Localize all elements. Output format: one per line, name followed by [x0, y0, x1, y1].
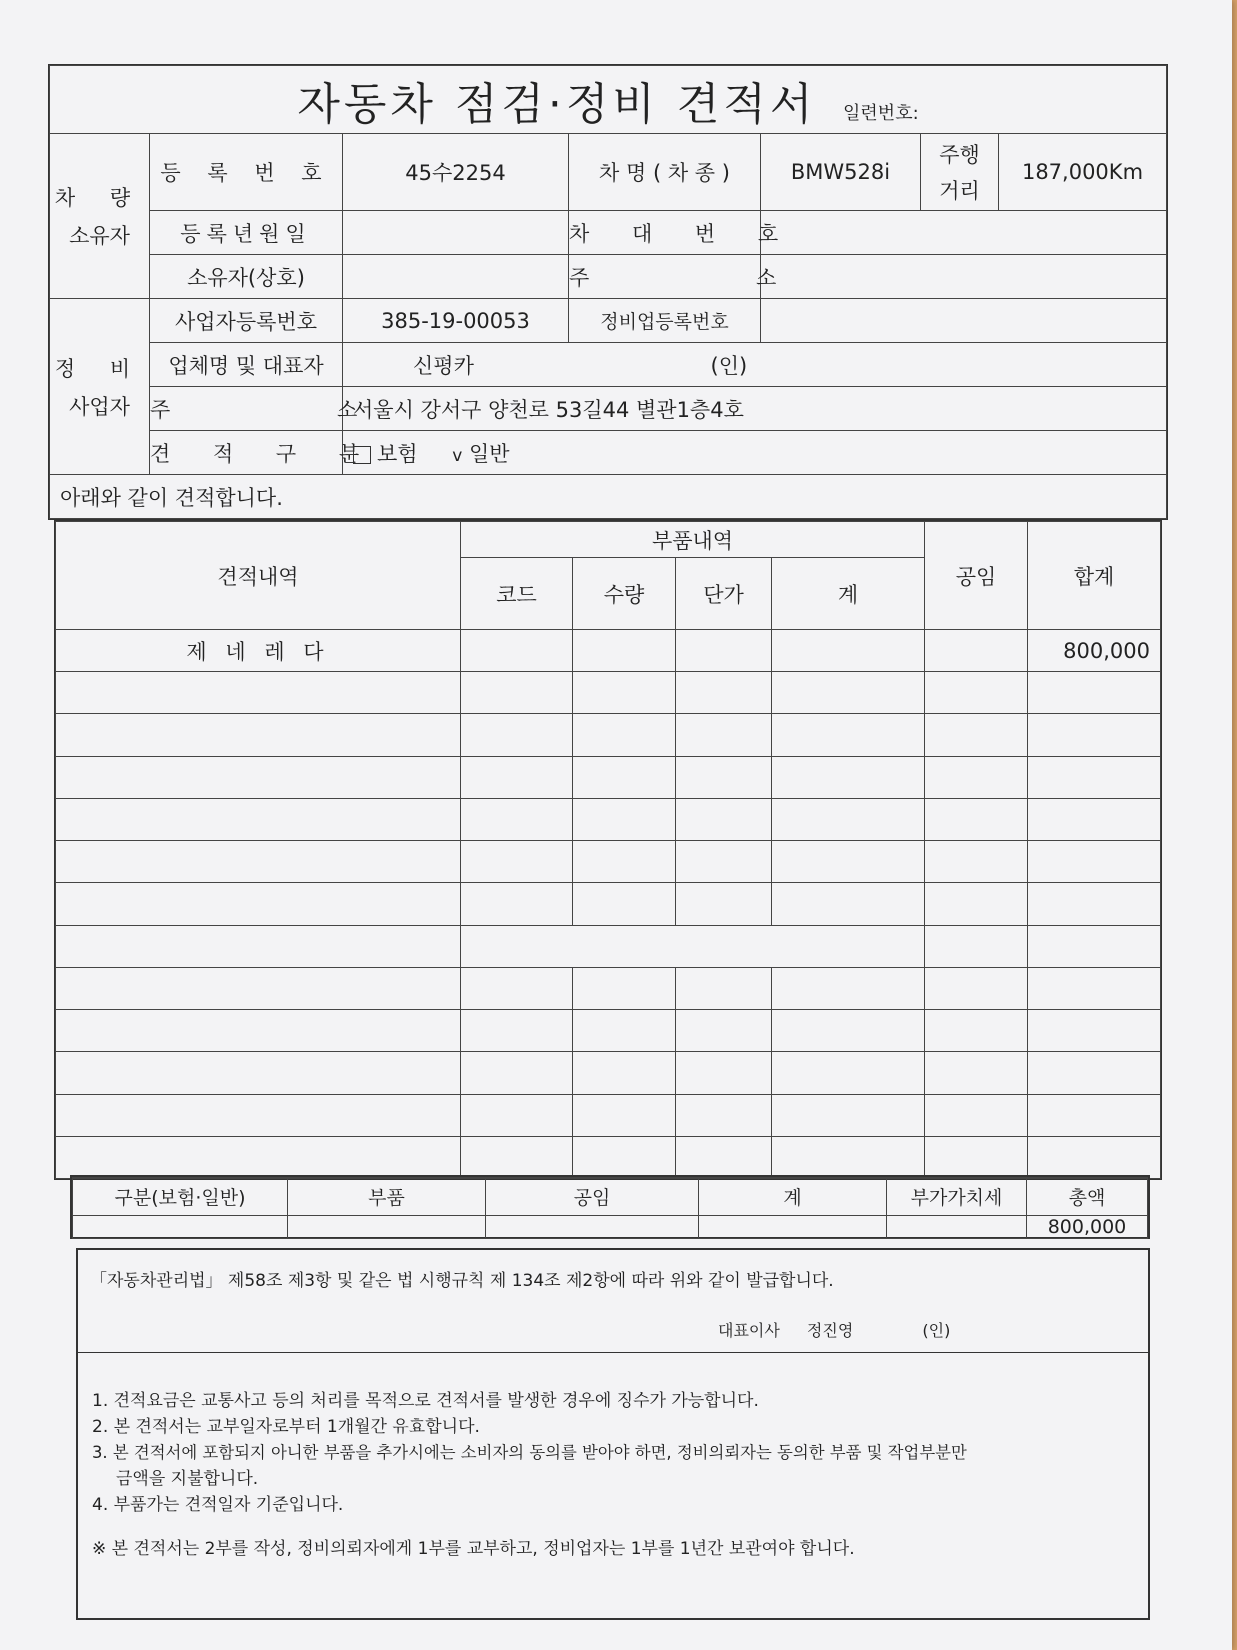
- col-labor-header: 공임: [925, 522, 1028, 630]
- estimate-type-cell: [343, 431, 1167, 475]
- summary-header-type: 구분(보험·일반): [73, 1178, 288, 1216]
- company-cell: [343, 343, 1167, 387]
- company-label: 업체명 및 대표자: [150, 343, 343, 387]
- row-item: 제 네 레 다: [56, 630, 461, 672]
- note-4: 4. 부품가는 견적일자 기준입니다.: [92, 1495, 344, 1515]
- row-total: 800,000: [1028, 630, 1161, 672]
- general-check-mark: v: [452, 445, 463, 466]
- table-row: [56, 967, 1161, 1009]
- table-row: [56, 1094, 1161, 1136]
- shop-address-value: 서울시 강서구 양천로 53길44 별관1층4호: [343, 387, 1167, 431]
- summary-total-value: 800,000: [1027, 1216, 1148, 1239]
- summary-header-labor: 공임: [486, 1178, 699, 1216]
- legal-frame: [76, 1248, 1150, 1620]
- table-row: [56, 1136, 1161, 1178]
- col-parts-header: 부품내역: [461, 522, 925, 558]
- rep-title: 대표이사: [718, 1321, 780, 1340]
- notes-list: [92, 1388, 1138, 1562]
- col-item-header: 견적내역: [56, 522, 461, 630]
- mileage-label: 주행 거리: [921, 134, 999, 211]
- estimate-frame: [54, 520, 1162, 1180]
- car-name-label: 차 명 ( 차 종 ): [569, 134, 761, 211]
- chassis-label: 차 대 번 호: [569, 211, 761, 255]
- biz-no-value: 385-19-00053: [343, 299, 569, 343]
- table-row: [56, 925, 1161, 967]
- company-seal: (인): [710, 353, 748, 378]
- owner-label: 소유자(상호): [150, 255, 343, 299]
- row-qty: [573, 630, 676, 672]
- repair-reg-value: [761, 299, 1167, 343]
- vehicle-section-label: 차 량 소유자: [50, 134, 150, 299]
- legal-text: 「자동차관리법」 제58조 제3항 및 같은 법 시행규칙 제 134조 제2항에 따라 위와 같이 발급합니다.: [90, 1271, 834, 1291]
- summary-header-parts: 부품: [288, 1178, 486, 1216]
- reg-no-label: 등 록 번 호: [150, 134, 343, 211]
- reg-date-value: [343, 211, 569, 255]
- chassis-value: [761, 211, 1167, 255]
- note-3: 3. 본 견적서에 포함되지 아니한 부품을 추가시에는 소비자의 동의를 받아야 하면, 정비의뢰자는 동의한 부품 및 작업부분만: [92, 1443, 967, 1462]
- serial-label: 일련번호:: [843, 102, 919, 124]
- owner-value: [343, 255, 569, 299]
- estimate-table: [55, 521, 1161, 1179]
- table-row: [56, 672, 1161, 714]
- table-row: [56, 630, 1161, 672]
- rep-seal: (인): [922, 1321, 951, 1340]
- title-cell: [50, 66, 1167, 134]
- note-3-cont: 금액을 지불합니다.: [116, 1469, 259, 1489]
- reg-no-value: 45수2254: [343, 134, 569, 211]
- repair-reg-label: 정비업등록번호: [569, 299, 761, 343]
- estimate-type-label: 견 적 구 분: [150, 431, 343, 475]
- summary-frame: [70, 1175, 1150, 1239]
- col-code-header: 코드: [461, 558, 573, 630]
- table-row: [56, 1052, 1161, 1094]
- note-2: 2. 본 견적서는 교부일자로부터 1개월간 유효합니다.: [92, 1417, 480, 1437]
- insurance-checkbox[interactable]: [353, 446, 371, 464]
- insurance-label: 보험: [377, 441, 418, 466]
- biz-no-label: 사업자등록번호: [150, 299, 343, 343]
- car-name-value: BMW528i: [761, 134, 921, 211]
- table-row: [56, 1010, 1161, 1052]
- table-row: [56, 714, 1161, 756]
- row-unit: [676, 630, 772, 672]
- mileage-value: 187,000Km: [999, 134, 1167, 211]
- vehicle-address-label: 주 소: [569, 255, 761, 299]
- col-qty-header: 수량: [573, 558, 676, 630]
- note-footer: ※ 본 견적서는 2부를 작성, 정비의뢰자에게 1부를 교부하고, 정비업자는 1부를 1년간 보관여야 합니다.: [92, 1539, 855, 1559]
- reg-date-label: 등록년원일: [150, 211, 343, 255]
- company-value: 신평카: [413, 353, 474, 378]
- row-sum: [772, 630, 925, 672]
- shop-address-label: 주 소: [150, 387, 343, 431]
- row-labor: [925, 630, 1028, 672]
- summary-header-total: 총액: [1027, 1178, 1148, 1216]
- intro-text: 아래와 같이 견적합니다.: [50, 475, 1167, 519]
- col-total-header: 합계: [1028, 522, 1161, 630]
- note-1: 1. 견적요금은 교통사고 등의 처리를 목적으로 견적서를 발생한 경우에 징수가 가능합니다.: [92, 1391, 759, 1411]
- shop-section-label: 정 비 사업자: [50, 299, 150, 475]
- representative-line: [718, 1318, 950, 1341]
- table-row: [56, 883, 1161, 925]
- rep-name: 정진영: [806, 1321, 854, 1340]
- header-frame: [48, 64, 1168, 520]
- page-title: 자동차 점검·정비 견적서: [297, 78, 817, 130]
- table-row: [56, 841, 1161, 883]
- row-code: [461, 630, 573, 672]
- general-label: 일반: [469, 441, 510, 466]
- table-row: [56, 756, 1161, 798]
- summary-table: [72, 1177, 1148, 1239]
- col-sum-header: 계: [772, 558, 925, 630]
- summary-header-vat: 부가가치세: [887, 1178, 1027, 1216]
- header-table: [49, 65, 1167, 519]
- legal-section: [78, 1250, 1148, 1353]
- col-unit-header: 단가: [676, 558, 772, 630]
- table-row: [56, 798, 1161, 840]
- summary-header-sum: 계: [699, 1178, 887, 1216]
